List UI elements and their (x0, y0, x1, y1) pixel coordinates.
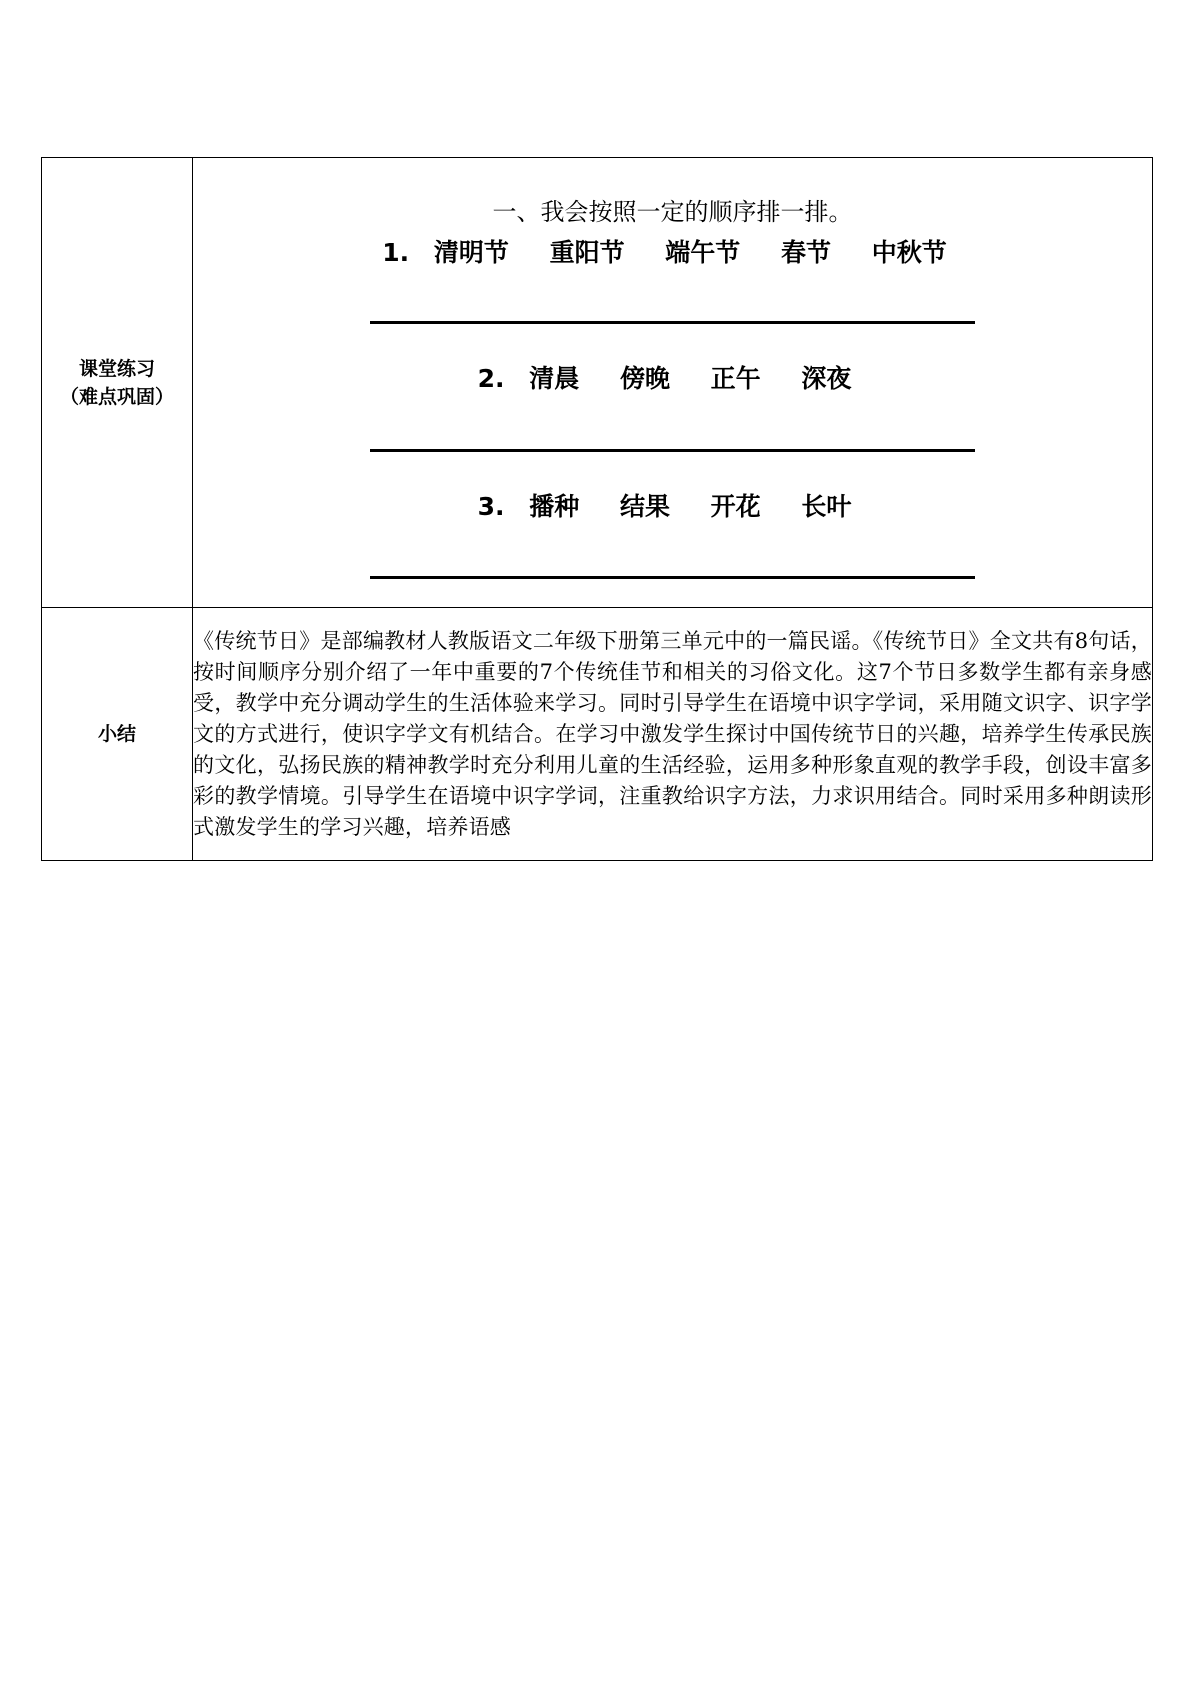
item-number: 3. (477, 492, 505, 521)
exercise-item-2 (193, 362, 1152, 396)
exercise-item-1 (193, 236, 1152, 270)
item-number: 2. (477, 364, 505, 393)
exercise-label: 课堂练习 (78, 357, 155, 380)
item-word: 端午节 (665, 238, 741, 267)
answer-line-2 (370, 449, 975, 452)
item-word: 深夜 (801, 364, 852, 393)
item-word: 开花 (710, 492, 761, 521)
summary-text: 《传统节日》是部编教材人教版语文二年级下册第三单元中的一篇民谣。《传统节日》全文共有8句话，按时间顺序分别介绍了一年中重要的7个传统佳节和相关的习俗文化。这7个节日多数学生都有亲身感受，教学中充分调动学生的生活体验来学习。同时引导学生在语境中识字学词，采用随文识字、识字学文的方式进行，使识字学文有机结合。在学习中激发学生探讨中国传统节日的兴趣，培养学生传承民族的文化，弘扬民族的精神教学时充分利用儿童的生活经验，运用多种形象直观的教学手段，创设丰富多彩的教学情境。引导学生在语境中识字学词，注重教给识字方法，力求识用结合。同时采用多种朗读形式激发学生的学习兴趣，培养语感 (193, 608, 1153, 861)
item-number: 1. (382, 238, 410, 267)
lesson-plan-table (41, 157, 1153, 861)
exercise-item-3 (193, 490, 1152, 524)
item-word: 清晨 (529, 364, 580, 393)
item-word: 长叶 (801, 492, 852, 521)
item-word: 清明节 (433, 238, 509, 267)
exercise-content-cell (193, 158, 1153, 608)
exercise-row (42, 158, 1153, 608)
item-word: 春节 (781, 238, 832, 267)
item-word: 傍晚 (619, 364, 670, 393)
answer-line-3 (370, 576, 975, 579)
summary-label-cell (42, 608, 193, 861)
item-word: 正午 (710, 364, 761, 393)
answer-line-1 (370, 321, 975, 324)
exercise-title: 一、我会按照一定的顺序排一排。 (492, 198, 853, 226)
summary-row (42, 608, 1153, 861)
item-word: 播种 (529, 492, 580, 521)
summary-label: 小结 (97, 723, 136, 745)
item-word: 重阳节 (549, 238, 625, 267)
item-word: 结果 (619, 492, 670, 521)
item-word: 中秋节 (871, 238, 947, 267)
exercise-sublabel: （难点巩固） (59, 385, 174, 408)
exercise-label-cell (42, 158, 193, 608)
